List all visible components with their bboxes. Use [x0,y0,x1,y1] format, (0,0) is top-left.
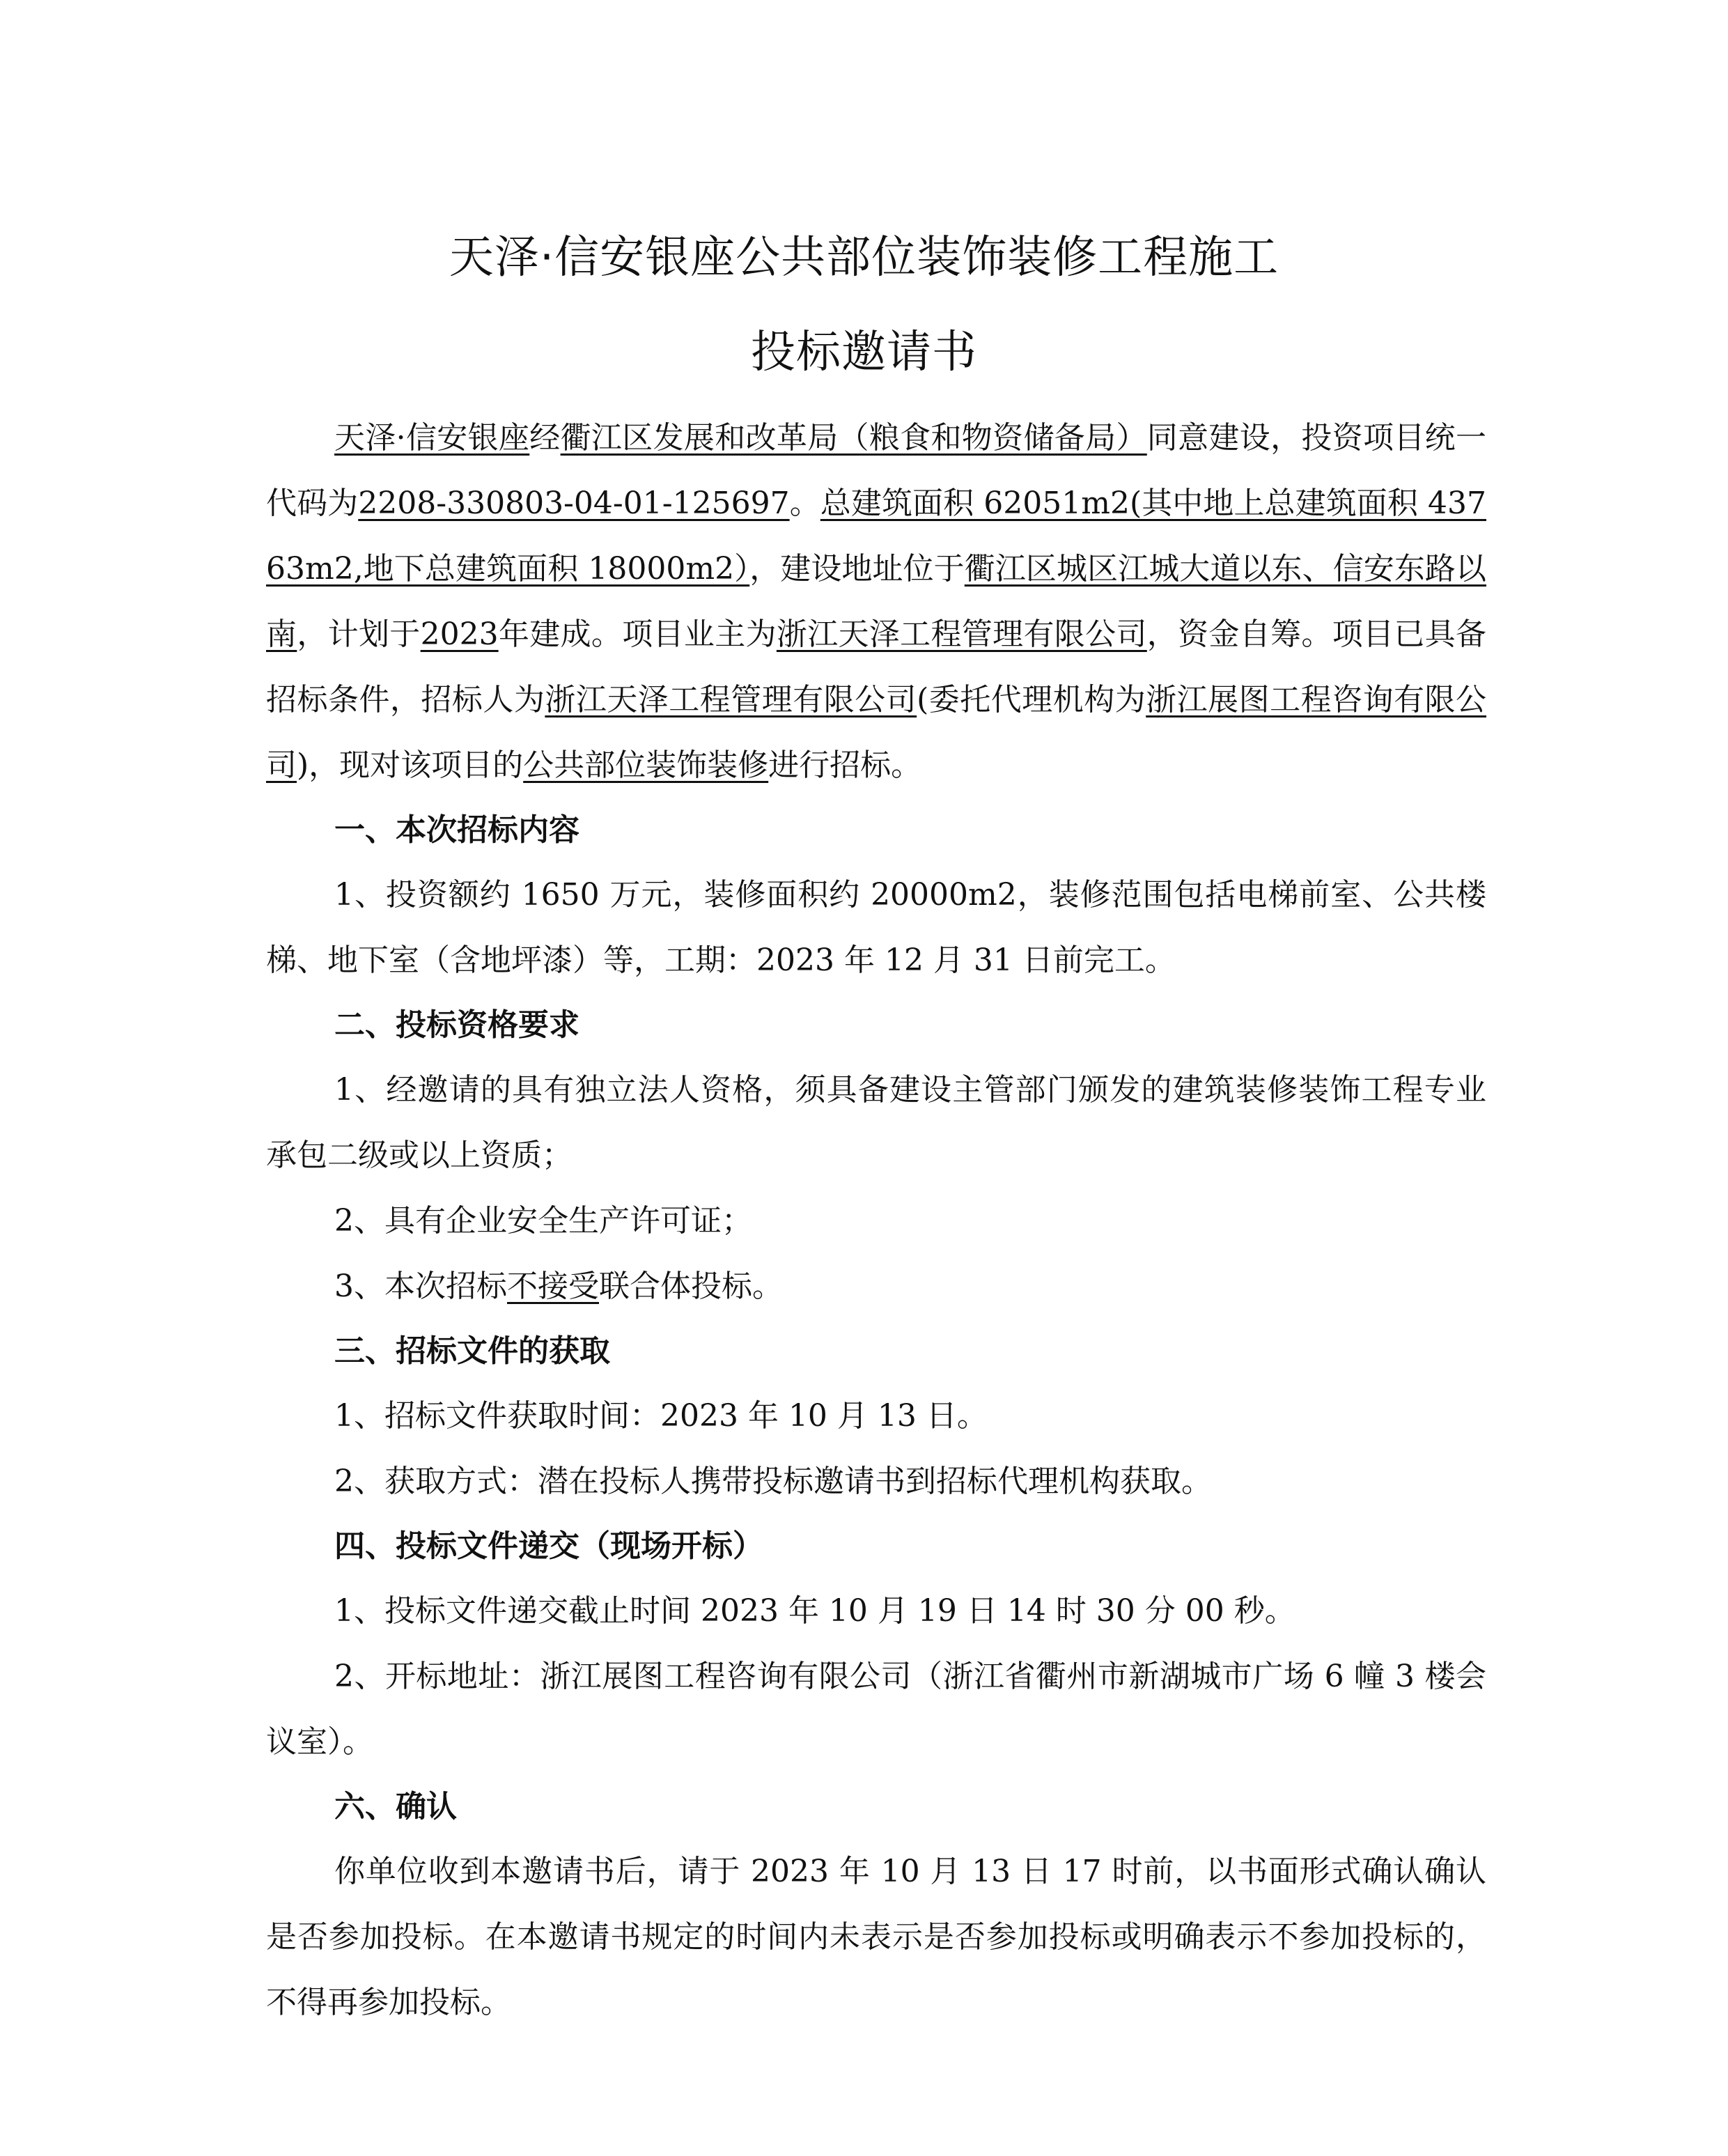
document-body [266,405,1486,2035]
document-subtitle: 投标邀请书 [751,327,977,378]
project-owner: 浙江天泽工程管理有限公司 [776,616,1147,652]
section-heading-content: 一、本次招标内容 [334,812,579,848]
section-paragraph: 你单位收到本邀请书后，请于 2023 年 10 月 13 日 17 时前，以书面形式确认确认是否参加投标。在本邀请书规定的时间内未表示是否参加投标或明确表示不参加投标的，不得再参加投标。 [266,1854,1486,2020]
section-paragraph: 2、具有企业安全生产许可证； [334,1203,752,1239]
completion-year: 2023 [420,616,499,652]
project-name: 天泽·信安银座 [334,420,530,456]
section-paragraph: 1、招标文件获取时间：2023 年 10 月 13 日。 [334,1398,988,1434]
section-paragraph: 2、开标地址：浙江展图工程咨询有限公司（浙江省衢州市新湖城市广场 6 幢 3 楼会议室）。 [266,1659,1486,1760]
section-heading-obtain: 三、招标文件的获取 [334,1333,610,1369]
section-heading-qualification: 二、投标资格要求 [334,1007,579,1043]
tenderer-name: 浙江天泽工程管理有限公司 [545,682,917,718]
document-title: 天泽·信安银座公共部位装饰装修工程施工 [449,232,1279,284]
not-accepted-text: 不接受 [507,1269,599,1304]
tender-scope: 公共部位装饰装修 [523,747,769,783]
section-heading-submission: 四、投标文件递交（现场开标） [334,1528,763,1564]
section-paragraph: 1、经邀请的具有独立法人资格，须具备建设主管部门颁发的建筑装修装饰工程专业承包二级或以上资质； [266,1072,1486,1173]
section-heading-confirm: 六、确认 [334,1789,457,1824]
section-paragraph: 1、投标文件递交截止时间 2023 年 10 月 19 日 14 时 30 分 00 秒。 [334,1593,1295,1629]
approver-name: 衢江区发展和改革局（粮食和物资储备局） [560,420,1147,456]
section-paragraph: 1、投资额约 1650 万元，装修面积约 20000m2，装修范围包括电梯前室、公共楼梯、地下室（含地坪漆）等，工期：2023 年 12 月 31 日前完工。 [266,877,1486,978]
project-location: 衢江区城区江城大道以东、信安东路以南 [266,551,1486,652]
intro-paragraph: 天泽·信安银座经衢江区发展和改革局（粮食和物资储备局）同意建设，投资项目统一代码为2208-330803-04-01-125697。总建筑面积 62051m2(其中地上总建筑面积 43763m2,地下总建筑面积 18000m2），建设地址位于衢江区城区江城大道以东、信安东路以南，计划于2023年建成。项目业主为浙江天泽工程管理有限公司，资金自筹。项目已具备招标条件，招标人为浙江天泽工程管理有限公司(委托代理机构为浙江展图工程咨询有限公司)，现对该项目的公共部位装饰装修进行招标。 [266,420,1487,783]
agency-name: 浙江展图工程咨询有限公司 [266,682,1487,783]
section-paragraph: 2、获取方式：潜在投标人携带投标邀请书到招标代理机构获取。 [334,1464,1212,1499]
section-paragraph: 3、本次招标不接受联合体投标。 [334,1269,783,1304]
building-area: 总建筑面积 62051m2(其中地上总建筑面积 43763m2,地下总建筑面积 18000m2） [266,486,1487,587]
project-code: 2208-330803-04-01-125697 [358,486,790,521]
